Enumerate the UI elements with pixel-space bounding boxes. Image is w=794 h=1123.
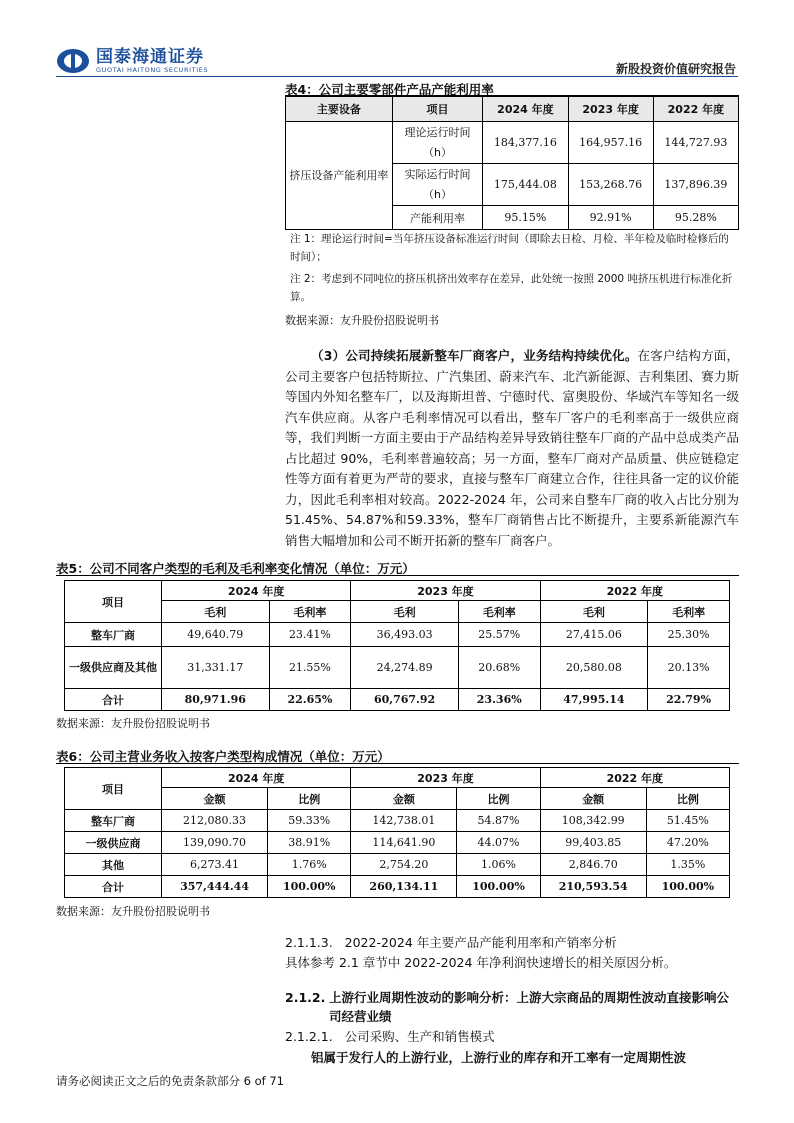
table6-cell: 54.87%	[457, 810, 540, 832]
table4-header: 2022 年度	[653, 97, 738, 122]
table6-cell: 100.00%	[457, 876, 540, 898]
logo-text-en: GUOTAI HAITONG SECURITIES	[96, 66, 209, 74]
footer-disclaimer: 请务必阅读正文之后的免责条款部分 6 of 71	[56, 1074, 284, 1088]
table4-cell: 144,727.93	[653, 122, 738, 164]
table5-cell: 23.41%	[269, 623, 351, 647]
table4-header: 主要设备	[286, 97, 393, 122]
table6-cell: 59.33%	[268, 810, 351, 832]
table5-title: 表5：公司不同客户类型的毛利及毛利率变化情况（单位：万元）	[56, 561, 415, 576]
table5-year-header: 2024 年度	[162, 581, 351, 601]
table6-row-label: 整车厂商	[65, 810, 162, 832]
table6-sub-header: 比例	[646, 788, 729, 810]
table6-sub-header: 比例	[457, 788, 540, 810]
table4-equipment: 挤压设备产能利用率	[286, 122, 393, 230]
table6-year-header: 2023 年度	[351, 768, 540, 788]
table5-cell: 20,580.08	[540, 647, 648, 689]
table4-title: 表4：公司主要零部件产品产能利用率	[285, 82, 494, 97]
logo-text-cn: 国泰海通证券	[96, 47, 204, 67]
table6-cell: 2,846.70	[540, 854, 646, 876]
table4-header: 项目	[392, 97, 483, 122]
table6-year-header: 2024 年度	[162, 768, 351, 788]
table6-cell: 1.76%	[268, 854, 351, 876]
section-title: 上游行业周期性波动的影响分析：上游大宗商品的周期性波动直接影响公司经营业绩	[329, 990, 730, 1024]
table5-item-header: 项目	[65, 581, 162, 623]
table5-sub-header: 毛利率	[648, 601, 730, 623]
table4-cell: 164,957.16	[568, 122, 653, 164]
table6-cell: 1.35%	[646, 854, 729, 876]
section-2121-heading	[285, 1027, 495, 1045]
logo-icon	[56, 48, 90, 74]
section-number: 2.1.2.1.	[285, 1029, 333, 1044]
table6-cell: 47.20%	[646, 832, 729, 854]
table6	[64, 767, 730, 898]
section-title: 公司采购、生产和销售模式	[344, 1029, 495, 1044]
section-2113-body: 具体参考 2.1 章节中 2022-2024 年净利润快速增长的相关原因分析。	[285, 955, 677, 970]
table5-row-label: 一级供应商及其他	[65, 647, 162, 689]
table5-sub-header: 毛利	[540, 601, 648, 623]
table4-item: 产能利用率	[392, 206, 483, 230]
table6-cell: 2,754.20	[351, 854, 457, 876]
section-number: 2.1.2.	[285, 990, 326, 1005]
table5-cell: 22.65%	[269, 689, 351, 711]
table6-cell: 357,444.44	[162, 876, 268, 898]
table5-cell: 31,331.17	[162, 647, 270, 689]
table5-cell: 24,274.89	[351, 647, 459, 689]
table6-cell: 139,090.70	[162, 832, 268, 854]
body-paragraph	[285, 346, 739, 551]
table5-cell: 20.13%	[648, 647, 730, 689]
table5-cell: 21.55%	[269, 647, 351, 689]
company-logo	[56, 48, 208, 74]
table6-cell: 6,273.41	[162, 854, 268, 876]
section-212-heading	[285, 988, 739, 1026]
table4-source: 数据来源：友升股份招股说明书	[285, 314, 439, 327]
table5-cell: 20.68%	[458, 647, 540, 689]
table5-cell: 36,493.03	[351, 623, 459, 647]
table6-cell: 51.45%	[646, 810, 729, 832]
table5-sub-header: 毛利	[351, 601, 459, 623]
table5-sub-header: 毛利率	[458, 601, 540, 623]
table5-cell: 22.79%	[648, 689, 730, 711]
table6-cell: 99,403.85	[540, 832, 646, 854]
table5-sub-header: 毛利	[162, 601, 270, 623]
header-divider	[56, 76, 738, 77]
table5-cell: 25.57%	[458, 623, 540, 647]
table5-cell: 23.36%	[458, 689, 540, 711]
table5-year-header: 2022 年度	[540, 581, 729, 601]
table4-item: 实际运行时间（h）	[392, 164, 483, 206]
table6-row-label: 合计	[65, 876, 162, 898]
table6-sub-header: 金额	[162, 788, 268, 810]
table6-cell: 38.91%	[268, 832, 351, 854]
table6-row-label: 其他	[65, 854, 162, 876]
table5-row-label: 合计	[65, 689, 162, 711]
table6-year-header: 2022 年度	[540, 768, 729, 788]
table6-cell: 100.00%	[268, 876, 351, 898]
table4-cell: 153,268.76	[568, 164, 653, 206]
table5-title-rule	[56, 575, 739, 576]
table5-cell: 49,640.79	[162, 623, 270, 647]
table6-item-header: 项目	[65, 768, 162, 810]
table6-source: 数据来源：友升股份招股说明书	[56, 905, 210, 918]
section-2113-heading	[285, 933, 617, 951]
table6-cell: 212,080.33	[162, 810, 268, 832]
table4-cell: 95.15%	[483, 206, 568, 230]
table4-note-1: 注 1：理论运行时间=当年挤压设备标准运行时间（即除去日检、月检、半年检及临时检修后的时间）；	[290, 233, 729, 263]
table6-cell: 260,134.11	[351, 876, 457, 898]
table5-row-label: 整车厂商	[65, 623, 162, 647]
table6-title-rule	[56, 763, 739, 764]
table5-cell: 27,415.06	[540, 623, 648, 647]
table4-note-2: 注 2：考虑到不同吨位的挤压机挤出效率存在差异，此处统一按照 2000 吨挤压机进行标准化折算。	[290, 273, 733, 303]
table5-cell: 80,971.96	[162, 689, 270, 711]
table5-source: 数据来源：友升股份招股说明书	[56, 717, 210, 730]
table4-header: 2024 年度	[483, 97, 568, 122]
table6-cell: 100.00%	[646, 876, 729, 898]
table4	[285, 96, 739, 230]
table6-title: 表6：公司主营业务收入按客户类型构成情况（单位：万元）	[56, 749, 390, 764]
section-title: 2022-2024 年主要产品产能利用率和产销率分析	[344, 935, 617, 950]
table5-sub-header: 毛利率	[269, 601, 351, 623]
table5	[64, 580, 730, 711]
paragraph-body: 在客户结构方面，公司主要客户包括特斯拉、广汽集团、蔚来汽车、北汽新能源、吉利集团、赛力斯等国内外知名整车厂，以及海斯坦普、宁德时代、富奥股份、华域汽车等知名一级汽车供应商。从客户毛利率情况可以看出，整车厂客户的毛利率高于一级供应商等，我们判断一方面主要由于产品结构差异导致销往整车厂商的产品中总成类产品占比超过 90%，毛利率普遍较高；另一方面，整车厂商对产品质量、供应链稳定性等方面有着更为严苛的要求，直接与整车厂商建立合作，往往具备一定的议价能力，因此毛利率相对较高。2022-2024 年，公司来自整车厂商的收入占比分别为 51.45%、54.87%和59.33%，整车厂商销售占比不断提升，主要系新能源汽车销售大幅增加和公司不断开拓新的整车厂商客户。	[285, 348, 739, 548]
table6-cell: 210,593.54	[540, 876, 646, 898]
table6-cell: 114,641.90	[351, 832, 457, 854]
table4-item: 理论运行时间（h）	[392, 122, 483, 164]
table6-cell: 1.06%	[457, 854, 540, 876]
table6-cell: 142,738.01	[351, 810, 457, 832]
table5-cell: 47,995.14	[540, 689, 648, 711]
table4-header: 2023 年度	[568, 97, 653, 122]
table6-cell: 108,342.99	[540, 810, 646, 832]
table5-cell: 25.30%	[648, 623, 730, 647]
paragraph-lead: （3）公司持续拓展新整车厂商客户，业务结构持续优化。	[311, 348, 638, 363]
table5-year-header: 2023 年度	[351, 581, 540, 601]
table6-row-label: 一级供应商	[65, 832, 162, 854]
table4-cell: 184,377.16	[483, 122, 568, 164]
report-type: 新股投资价值研究报告	[615, 62, 736, 76]
table6-sub-header: 金额	[540, 788, 646, 810]
table4-cell: 92.91%	[568, 206, 653, 230]
table4-cell: 175,444.08	[483, 164, 568, 206]
table6-sub-header: 比例	[268, 788, 351, 810]
section-2121-body: 铝属于发行人的上游行业，上游行业的库存和开工率有一定周期性波	[311, 1050, 687, 1065]
table6-cell: 44.07%	[457, 832, 540, 854]
table6-sub-header: 金额	[351, 788, 457, 810]
section-number: 2.1.1.3.	[285, 935, 333, 950]
table5-cell: 60,767.92	[351, 689, 459, 711]
table4-cell: 95.28%	[653, 206, 738, 230]
table4-cell: 137,896.39	[653, 164, 738, 206]
